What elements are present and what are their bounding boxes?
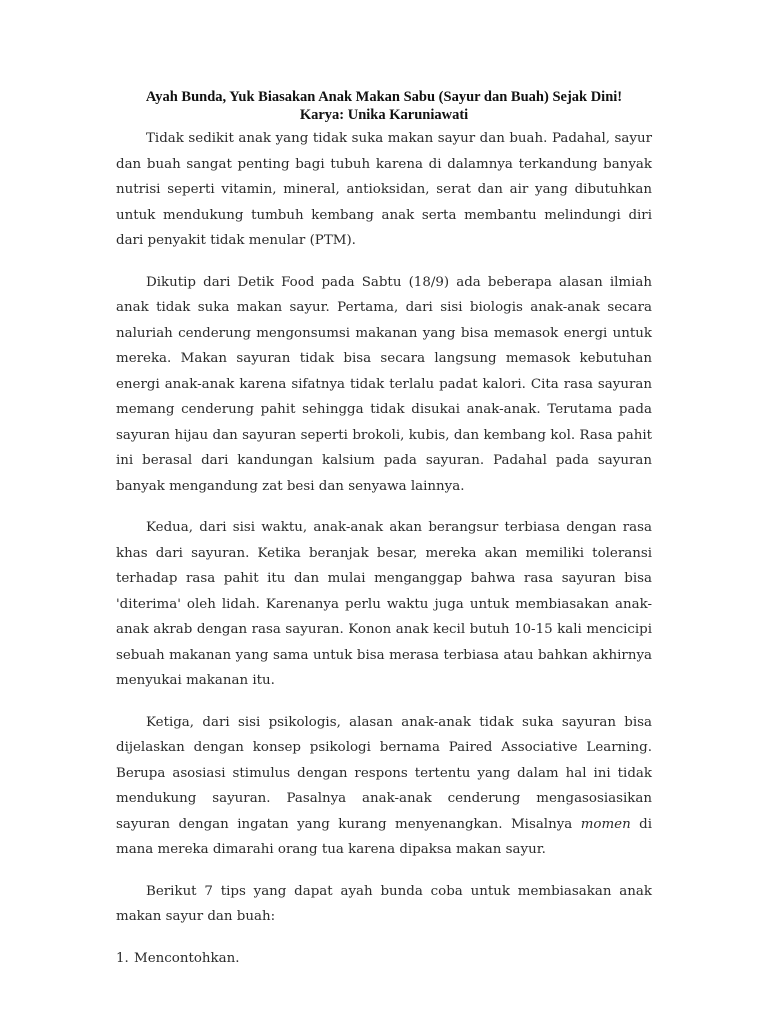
paragraph-second-reason: Kedua, dari sisi waktu, anak-anak akan berangsur terbiasa dengan rasa khas dari sayuran. Ketika beranjak besar, mereka akan memiliki toleransi terhadap rasa pahit itu dan mulai menganggap bahwa rasa sayuran bisa 'diterima' oleh lidah. Karenanya perlu waktu juga untuk membiasakan anak-anak akrab dengan rasa sayuran. Konon anak kecil butuh 10-15 kali mencicipi sebuah makanan yang sama untuk bisa merasa terbiasa atau bahkan akhirnya menyukai makanan itu. bbox=[116, 520, 652, 688]
list-item-number: 1. bbox=[116, 950, 129, 966]
document-author: Karya: Unika Karuniawati bbox=[299, 107, 469, 123]
paragraph-third-reason-end: di mana mereka dimarahi orang tua karena dipaksa makan sayur. bbox=[116, 816, 652, 857]
document-header bbox=[116, 88, 652, 124]
paragraph-third-reason bbox=[116, 710, 652, 863]
document-body bbox=[116, 126, 652, 971]
paragraph-intro: Tidak sedikit anak yang tidak suka makan sayur dan buah. Padahal, sayur dan buah sangat penting bagi tubuh karena di dalamnya terkandung banyak nutrisi seperti vitamin, mineral, antioksidan, serat dan air yang dibutuhkan untuk mendukung tumbuh kembang anak serta membantu melindungi diri dari penyakit tidak menular (PTM). bbox=[116, 131, 652, 248]
paragraph-third-reason-text: Ketiga, dari sisi psikologis, alasan anak-anak tidak suka sayuran bisa dijelaskan dengan konsep psikologi bernama Paired Associative Learning. Berupa asosiasi stimulus dengan respons tertentu yang dalam hal ini tidak mendukung sayuran. Pasalnya anak-anak cenderung mengasosiasikan sayuran dengan ingatan yang kurang menyenangkan. Misalnya bbox=[116, 714, 652, 832]
italic-term: momen bbox=[580, 816, 631, 832]
document-title: Ayah Bunda, Yuk Biasakan Anak Makan Sabu (Sayur dan Buah) Sejak Dini! bbox=[145, 89, 623, 105]
list-item bbox=[116, 946, 652, 972]
paragraph-tips-intro: Berikut 7 tips yang dapat ayah bunda coba untuk membiasakan anak makan sayur dan buah: bbox=[116, 883, 652, 924]
list-item-text: Mencontohkan. bbox=[134, 950, 240, 966]
paragraph-first-reason: Dikutip dari Detik Food pada Sabtu (18/9) ada beberapa alasan ilmiah anak tidak suka makan sayur. Pertama, dari sisi biologis anak-anak secara naluriah cenderung mengonsumsi makanan yang bisa memasok energi untuk mereka. Makan sayuran tidak bisa secara langsung memasok kebutuhan energi anak-anak karena sifatnya tidak terlalu padat kalori. Cita rasa sayuran memang cenderung pahit sehingga tidak disukai anak-anak. Terutama pada sayuran hijau dan sayuran seperti brokoli, kubis, dan kembang kol. Rasa pahit ini berasal dari kandungan kalsium pada sayuran. Padahal pada sayuran banyak mengandung zat besi dan senyawa lainnya. bbox=[116, 274, 652, 494]
